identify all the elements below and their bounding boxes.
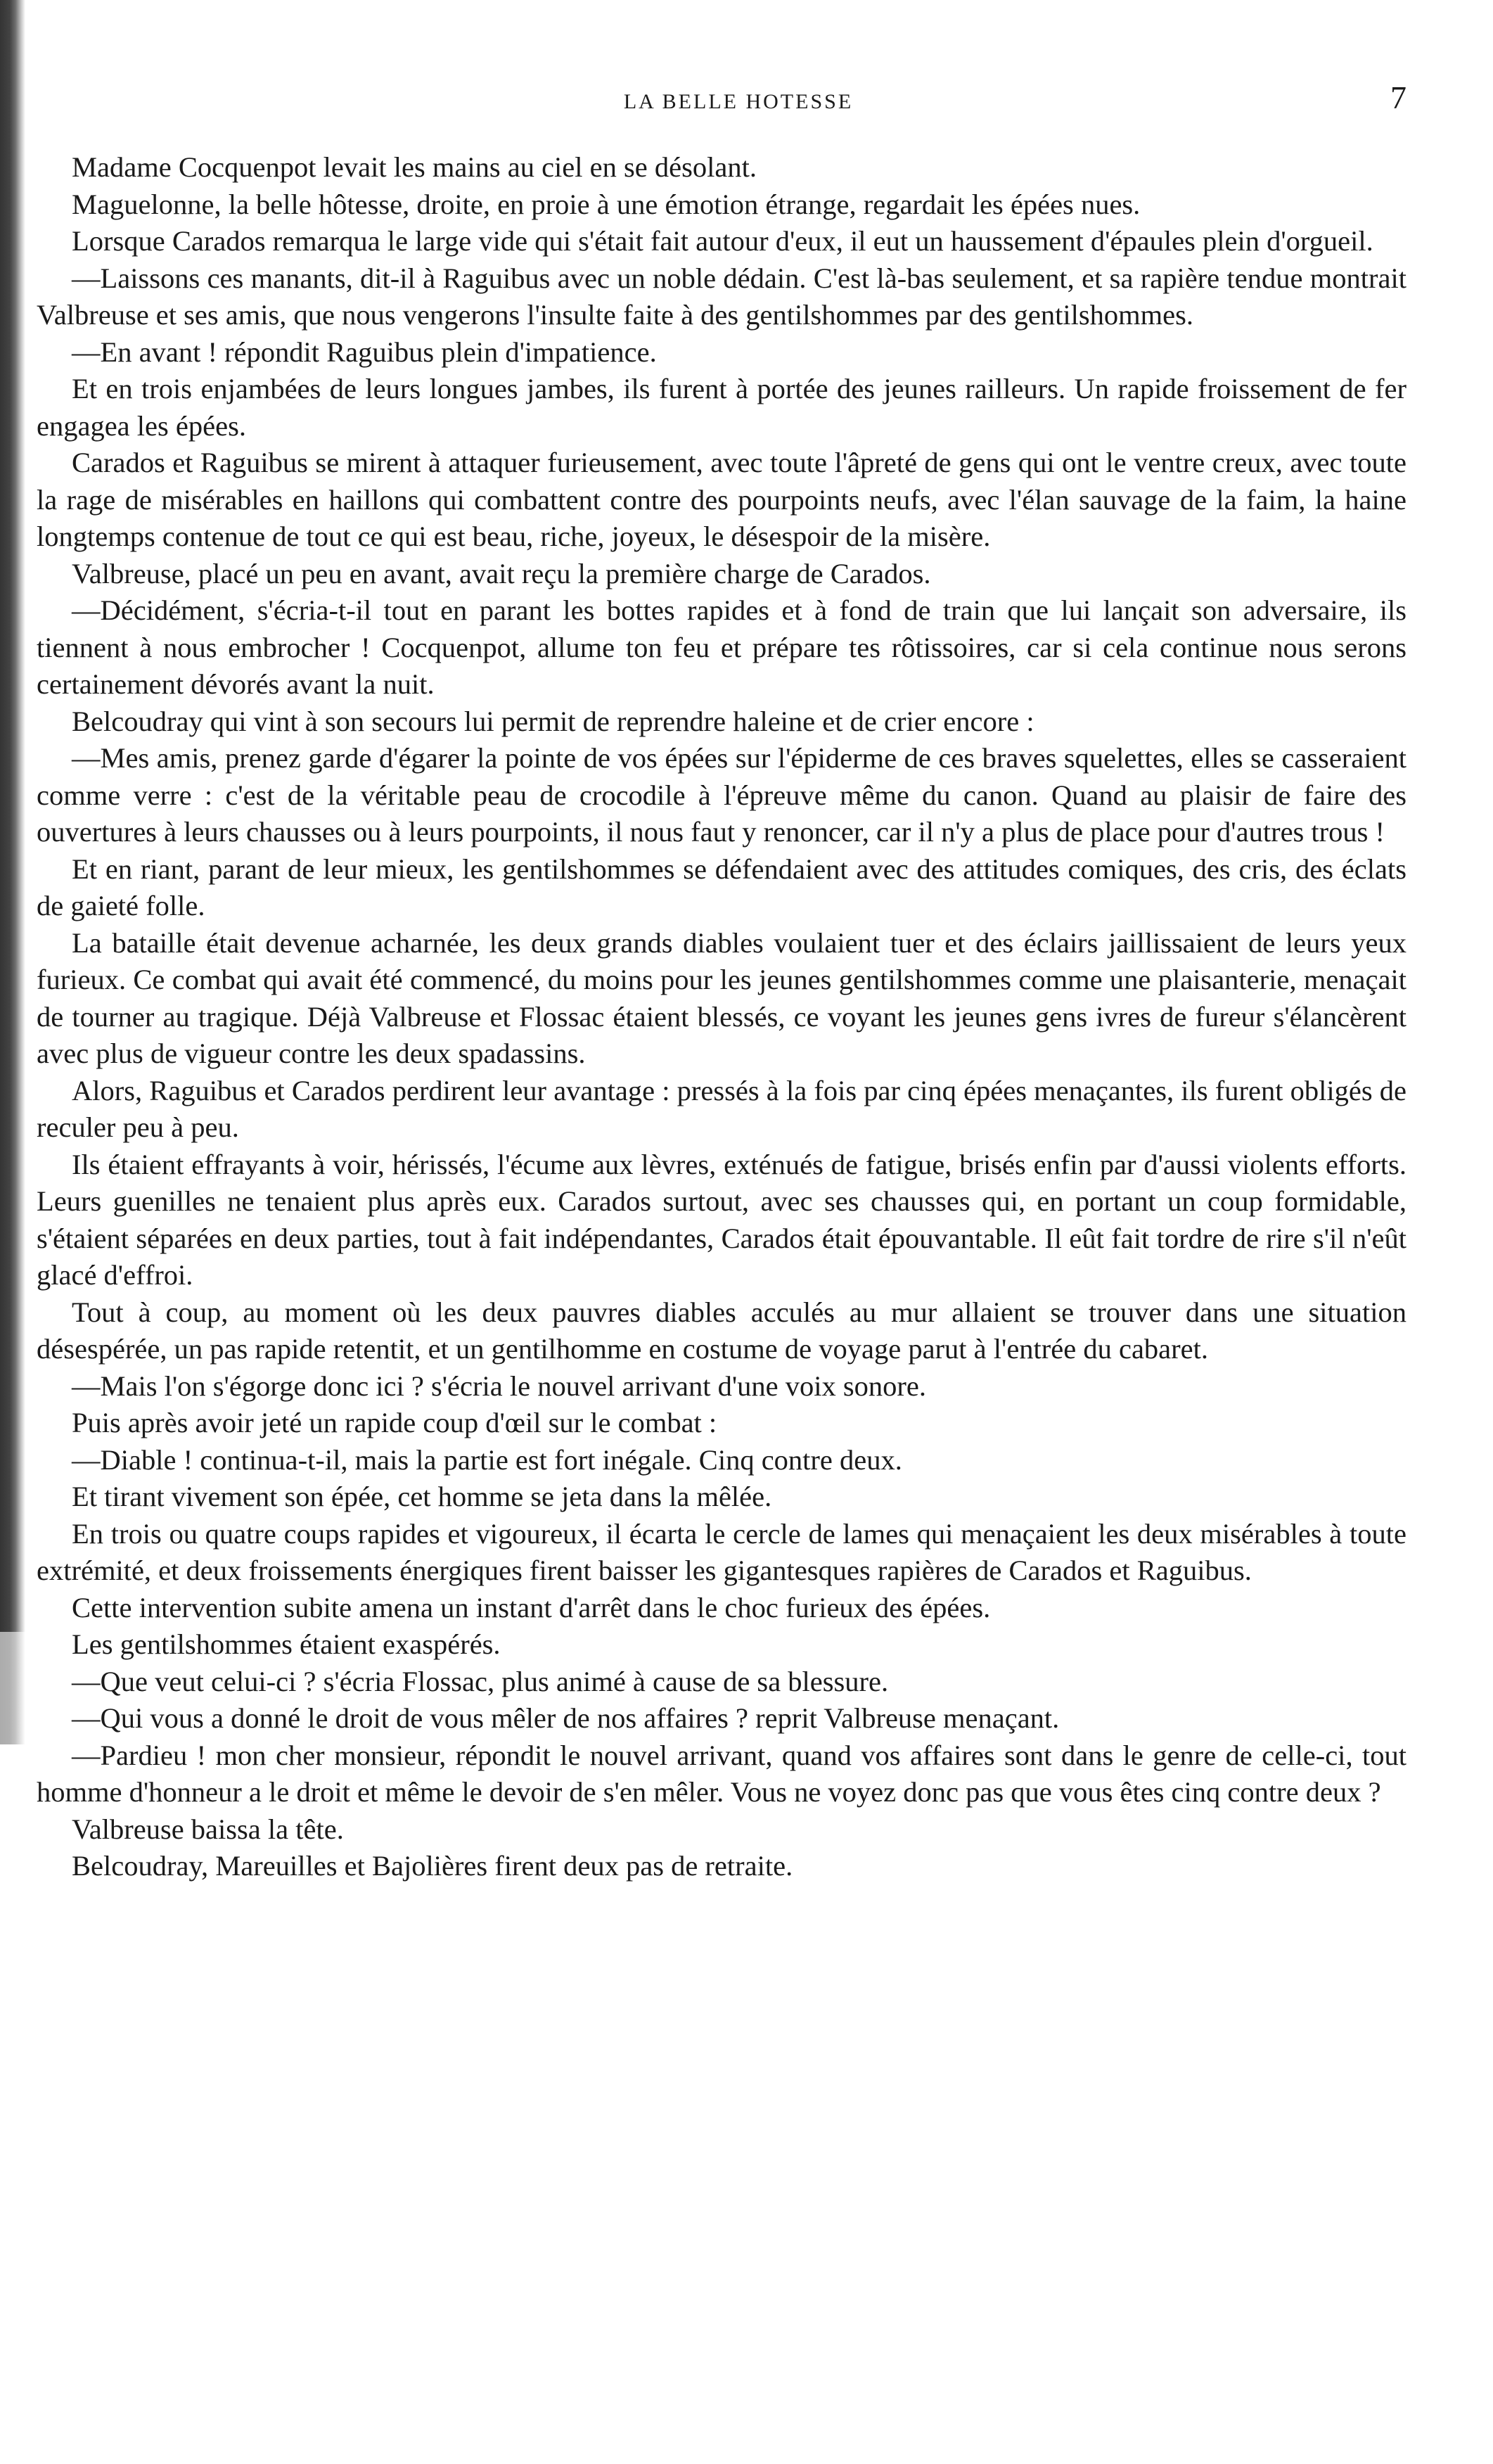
paragraph: Valbreuse baissa la tête. [72,1813,344,1845]
paragraph: Tout à coup, au moment où les deux pauvres diables acculés au mur allaient se trouver dans une situation désespérée, un pas rapide retentit, et un gentilhomme en costume de voyage parut à l'entrée du cabaret. [37,1296,1407,1365]
paragraph: Puis après avoir jeté un rapide coup d'œil sur le combat : [72,1407,717,1438]
paragraph: —Mais l'on s'égorge donc ici ? s'écria le nouvel arrivant d'une voix sonore. [72,1370,926,1402]
paragraph: —Décidément, s'écria-t-il tout en parant les bottes rapides et à fond de train que lui lançait son adversaire, ils tiennent à nous embrocher ! Cocquenpot, allume ton feu et prépare tes rôtissoires, car si cela continue nous serons certainement dévorés avant la nuit. [37,594,1407,700]
paragraph: —Mes amis, prenez garde d'égarer la pointe de vos épées sur l'épiderme de ces braves squelettes, elles se casseraient comme verre : c'est de la véritable peau de crocodile à l'épreuve même du canon. Quand au plaisir de faire des ouvertures à leurs chausses ou à leurs pourpoints, il nous faut y renoncer, car il n'y a plus de place pour d'autres trous ! [37,742,1407,848]
page-number: 7 [1390,79,1407,115]
paragraph: Et en trois enjambées de leurs longues jambes, ils furent à portée des jeunes railleurs. Un rapide froissement de fer engagea les épées. [37,373,1407,442]
paragraph: —Qui vous a donné le droit de vous mêler de nos affaires ? reprit Valbreuse menaçant. [72,1702,1060,1734]
paragraph: Belcoudray, Mareuilles et Bajolières firent deux pas de retraite. [72,1850,793,1882]
binding-shadow [0,0,25,1632]
paragraph: Madame Cocquenpot levait les mains au ciel en se désolant. [72,151,757,183]
page-header [70,79,1407,127]
paragraph: —Que veut celui-ci ? s'écria Flossac, plus animé à cause de sa blessure. [72,1665,889,1697]
paragraph: —Laissons ces manants, dit-il à Raguibus avec un noble dédain. C'est là-bas seulement, et sa rapière tendue montrait Valbreuse et ses amis, que nous vengerons l'insulte faite à des gentilshommes par des gentilshommes. [37,262,1407,331]
paragraph: Et tirant vivement son épée, cet homme se jeta dans la mêlée. [72,1481,772,1512]
paragraph: Les gentilshommes étaient exaspérés. [72,1628,501,1660]
paragraph: —Pardieu ! mon cher monsieur, répondit le nouvel arrivant, quand vos affaires sont dans le genre de celle-ci, tout homme d'honneur a le droit et même le devoir de s'en mêler. Vous ne voyez donc pas que vous êtes cinq contre deux ? [37,1739,1407,1808]
paragraph: Lorsque Carados remarqua le large vide qui s'était fait autour d'eux, il eut un haussement d'épaules plein d'orgueil. [72,225,1373,257]
running-title: LA BELLE HOTESSE [623,90,854,113]
paragraph: Valbreuse, placé un peu en avant, avait reçu la première charge de Carados. [72,557,931,589]
body-text [37,149,1407,1885]
paragraph: —Diable ! continua-t-il, mais la partie est fort inégale. Cinq contre deux. [72,1443,902,1476]
paragraph: Ils étaient effrayants à voir, hérissés, l'écume aux lèvres, exténués de fatigue, brisés enfin par d'aussi violents efforts. Leurs guenilles ne tenaient plus après eux. Carados surtout, avec ses chausses qui, en portant un coup formidable, s'étaient séparées en deux parties, tout à fait indépendantes, Carados était épouvantable. Il eût fait tordre de rire s'il n'eût glacé d'effroi. [37,1148,1407,1291]
paragraph: La bataille était devenue acharnée, les deux grands diables voulaient tuer et des éclairs jaillissaient de leurs yeux furieux. Ce combat qui avait été commencé, du moins pour les jeunes gentilshommes comme une plaisanterie, menaçait de tourner au tragique. Déjà Valbreuse et Flossac étaient blessés, ce voyant les jeunes gens ivres de fureur s'élancèrent avec plus de vigueur contre les deux spadassins. [37,926,1407,1069]
paragraph: Cette intervention subite amena un instant d'arrêt dans le choc furieux des épées. [72,1591,991,1623]
paragraph: Alors, Raguibus et Carados perdirent leur avantage : pressés à la fois par cinq épées menaçantes, ils furent obligés de reculer peu à peu. [37,1074,1407,1143]
binding-shadow-lower [0,1632,25,1744]
paragraph: Et en riant, parant de leur mieux, les gentilshommes se défendaient avec des attitudes comiques, des cris, des éclats de gaieté folle. [37,853,1407,921]
paragraph: Carados et Raguibus se mirent à attaquer furieusement, avec toute l'âpreté de gens qui ont le ventre creux, avec toute la rage de misérables en haillons qui combattent contre des pourpoints neufs, avec l'élan sauvage de la faim, la haine longtemps contenue de tout ce qui est beau, riche, joyeux, le désespoir de la misère. [37,447,1407,552]
paragraph: En trois ou quatre coups rapides et vigoureux, il écarta le cercle de lames qui menaçaient les deux misérables à toute extrémité, et deux froissements énergiques firent baisser les gigantesques rapières de Carados et Raguibus. [37,1517,1407,1586]
paragraph: Belcoudray qui vint à son secours lui permit de reprendre haleine et de crier encore : [72,705,1034,737]
paragraph: Maguelonne, la belle hôtesse, droite, en proie à une émotion étrange, regardait les épées nues. [72,188,1141,220]
paragraph: —En avant ! répondit Raguibus plein d'impatience. [72,336,657,368]
